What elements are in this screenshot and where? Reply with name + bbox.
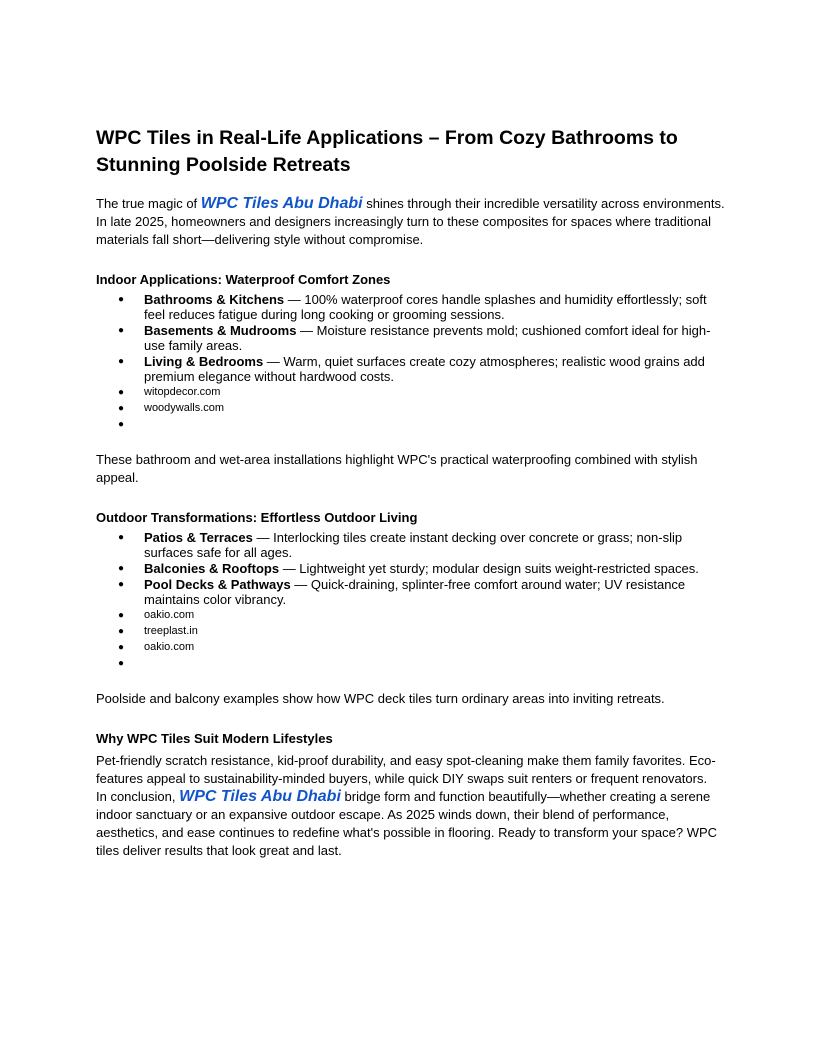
list-item [96,323,726,353]
empty-list-item [96,656,726,671]
list-item [96,292,726,322]
conclusion-text-start: In conclusion, [96,789,180,804]
intro-link[interactable]: WPC Tiles Abu Dhabi [200,195,363,212]
item-text: — Lightweight yet sturdy; modular design suits weight-restricted spaces. [279,561,699,576]
empty-list-item [96,417,726,432]
outdoor-heading: Outdoor Transformations: Effortless Outdoor Living [96,510,418,525]
conclusion-paragraph [96,788,726,860]
source-item: ● witopdecor.com [96,385,726,400]
list-item [96,354,726,384]
lifestyle-heading: Why WPC Tiles Suit Modern Lifestyles [96,731,333,746]
outdoor-list [96,530,726,671]
item-text: — Quick-draining, splinter-free comfort around water; UV resistance maintains color vibrancy. [144,577,686,607]
conclusion-link[interactable]: WPC Tiles Abu Dhabi [179,788,341,805]
item-title: Basements & Mudrooms [144,323,297,338]
item-text: — Interlocking tiles create instant decking over concrete or grass; non-slip surfaces safe for all ages. [144,530,683,560]
intro-paragraph [96,195,726,249]
indoor-summary: These bathroom and wet-area installations highlight WPC's practical waterproofing combined with stylish appeal. [96,452,698,485]
item-title: Bathrooms & Kitchens [144,292,285,307]
intro-text-end: shines through their incredible versatility across environments. In late 2025, homeowners and designers increasingly turn to these composites for spaces where traditional materials fall short—delivering style without compromise. [96,196,725,247]
outdoor-summary: Poolside and balcony examples show how WPC deck tiles turn ordinary areas into inviting retreats. [96,691,665,706]
indoor-heading: Indoor Applications: Waterproof Comfort Zones [96,272,391,287]
item-text: — 100% waterproof cores handle splashes and humidity effortlessly; soft feel reduces fatigue during long cooking or grooming sessions. [144,292,707,322]
indoor-list [96,292,726,432]
item-title: Living & Bedrooms [144,354,264,369]
source-item: ● oakio.com [96,640,726,655]
intro-text-start: The true magic of [96,196,201,211]
list-item [96,577,726,607]
item-title: Pool Decks & Pathways [144,577,291,592]
page-title: WPC Tiles in Real-Life Applications – From Cozy Bathrooms to Stunning Poolside Retreats [96,127,678,176]
source-item: ● oakio.com [96,608,726,623]
item-text: — Moisture resistance prevents mold; cushioned comfort ideal for high-use family areas. [144,323,711,353]
conclusion-text-end: bridge form and function beautifully—whether creating a serene indoor sanctuary or an expansive outdoor escape. As 2025 winds down, their blend of performance, aesthetics, and ease continues to redefine what's possible in flooring. Ready to transform your space? WPC tiles deliver results that look great and last. [96,789,718,858]
list-item [96,561,726,576]
source-item: ● woodywalls.com [96,401,726,416]
item-text: — Warm, quiet surfaces create cozy atmospheres; realistic wood grains add premium elegance without hardwood costs. [144,354,705,384]
item-title: Balconies & Rooftops [144,561,280,576]
document-page [96,125,726,860]
item-title: Patios & Terraces [144,530,253,545]
lifestyle-paragraph: Pet-friendly scratch resistance, kid-proof durability, and easy spot-cleaning make them family favorites. Eco-features appeal to sustainability-minded buyers, while quick DIY swaps suit renters or frequent renovators. [96,753,716,786]
source-item: ● treeplast.in [96,624,726,639]
list-item [96,530,726,560]
